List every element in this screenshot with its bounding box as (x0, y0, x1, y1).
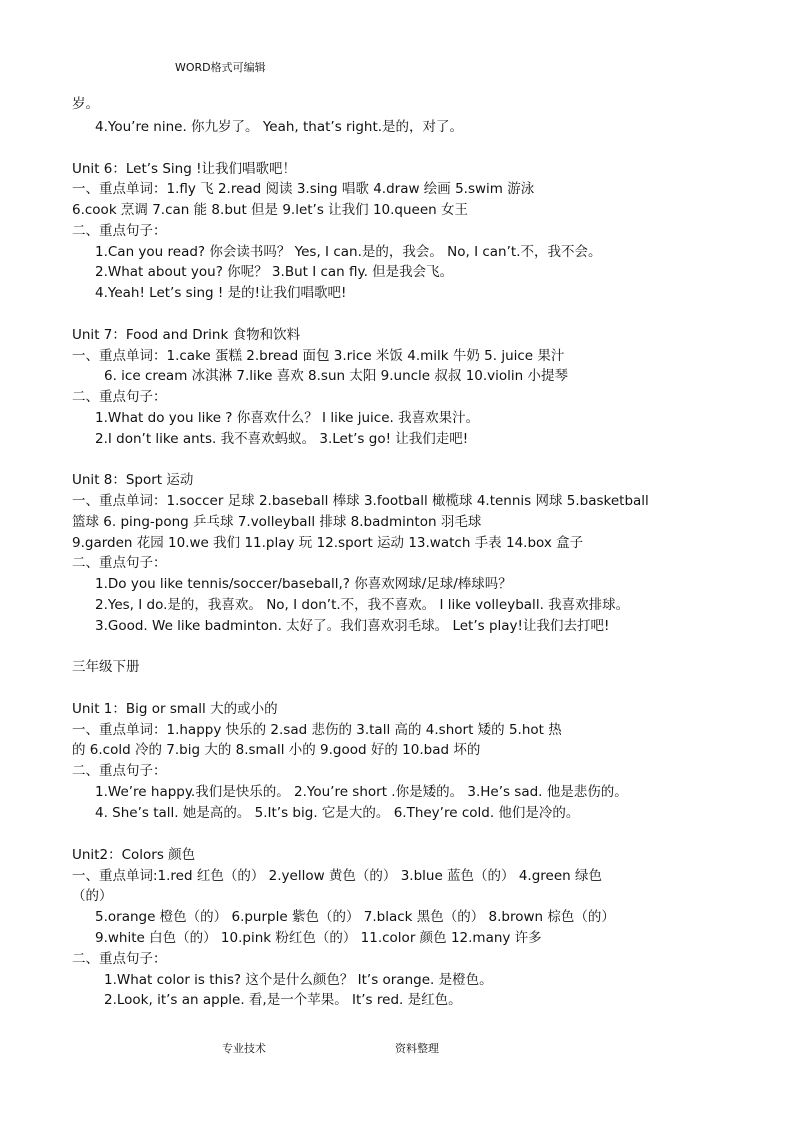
text-line: 4.You’re nine. 你九岁了。 Yeah, that’s right.是的，对了。 (95, 119, 464, 135)
text-line: 6.cook 烹调 7.can 能 8.but 但是 9.let’s 让我们 10.queen 女王 (72, 202, 469, 218)
text-line: 篮球 6. ping-pong 乒乓球 7.volleyball 排球 8.badminton 羽毛球 (72, 514, 482, 530)
text-line: 的 6.cold 冷的 7.big 大的 8.small 小的 9.good 好的 10.bad 坏的 (72, 742, 481, 758)
text-line: 二、重点句子： (72, 389, 167, 405)
text-line: 1.What color is this? 这个是什么颜色？ It’s orange. 是橙色。 (104, 972, 493, 988)
grade-heading: 三年级下册 (72, 659, 140, 675)
footer-right: 资料整理 (395, 1042, 439, 1055)
text-line: 二、重点句子： (72, 951, 167, 967)
text-line: 一、重点单词：1.cake 蛋糕 2.bread 面包 3.rice 米饭 4.milk 牛奶 5. juice 果汁 (72, 348, 565, 364)
page-header: WORD格式可编辑 (175, 61, 266, 74)
section-heading: Unit 8：Sport 运动 (72, 472, 194, 488)
text-line: 9.garden 花园 10.we 我们 11.play 玩 12.sport 运动 13.watch 手表 14.box 盒子 (72, 535, 584, 551)
footer-left: 专业技术 (222, 1042, 266, 1055)
section-heading: Unit 6：Let’s Sing !让我们唱歌吧！ (72, 161, 297, 177)
text-line: 一、重点单词：1.soccer 足球 2.baseball 棒球 3.football 橄榄球 4.tennis 网球 5.basketball (72, 493, 649, 509)
text-line: 1.Do you like tennis/soccer/baseball,? 你喜欢网球/足球/棒球吗？ (95, 576, 512, 592)
text-line: 5.orange 橙色（的） 6.purple 紫色（的） 7.black 黑色（的） 8.brown 棕色（的） (95, 909, 615, 925)
text-line: 2.Yes, I do.是的，我喜欢。 No, I don’t.不，我不喜欢。 I like volleyball. 我喜欢排球。 (95, 597, 630, 613)
text-line: 一、重点单词：1.fly 飞 2.read 阅读 3.sing 唱歌 4.draw 绘画 5.swim 游泳 (72, 181, 535, 197)
text-line: 4.Yeah! Let’s sing ! 是的!让我们唱歌吧! (95, 285, 347, 301)
text-line: 一、重点单词:1.red 红色（的） 2.yellow 黄色（的） 3.blue 蓝色（的） 4.green 绿色 (72, 868, 603, 884)
text-line: 2.Look, it’s an apple. 看,是一个苹果。 It’s red. 是红色。 (104, 992, 462, 1008)
text-line: 1.Can you read? 你会读书吗？ Yes, I can.是的，我会。 No, I can’t.不，我不会。 (95, 244, 602, 260)
text-line: 6. ice cream 冰淇淋 7.like 喜欢 8.sun 太阳 9.uncle 叔叔 10.violin 小提琴 (104, 368, 569, 384)
text-line: 二、重点句子： (72, 555, 167, 571)
text-line: 岁。 (72, 96, 99, 112)
section-heading: Unit2：Colors 颜色 (72, 847, 196, 863)
text-line: 1.We’re happy.我们是快乐的。 2.You’re short .你是矮的。 3.He’s sad. 他是悲伤的。 (95, 784, 628, 800)
text-line: 9.white 白色（的） 10.pink 粉红色（的） 11.color 颜色 12.many 许多 (95, 930, 542, 946)
section-heading: Unit 1：Big or small 大的或小的 (72, 701, 278, 717)
text-line: 2.I don’t like ants. 我不喜欢蚂蚁。 3.Let’s go! 让我们走吧! (95, 431, 469, 447)
section-heading: Unit 7：Food and Drink 食物和饮料 (72, 327, 301, 343)
text-line: 2.What about you? 你呢？ 3.But I can fly. 但是我会飞。 (95, 264, 454, 280)
text-line: （的） (72, 888, 113, 904)
text-line: 一、重点单词：1.happy 快乐的 2.sad 悲伤的 3.tall 高的 4.short 矮的 5.hot 热 (72, 722, 562, 738)
text-line: 二、重点句子： (72, 223, 167, 239)
text-line: 二、重点句子： (72, 763, 167, 779)
text-line: 4. She’s tall. 她是高的。 5.It’s big. 它是大的。 6.They’re cold. 他们是冷的。 (95, 805, 580, 821)
text-line: 1.What do you like ? 你喜欢什么？ I like juice. 我喜欢果汁。 (95, 410, 480, 426)
text-line: 3.Good. We like badminton. 太好了。我们喜欢羽毛球。 Let’s play!让我们去打吧! (95, 618, 610, 634)
